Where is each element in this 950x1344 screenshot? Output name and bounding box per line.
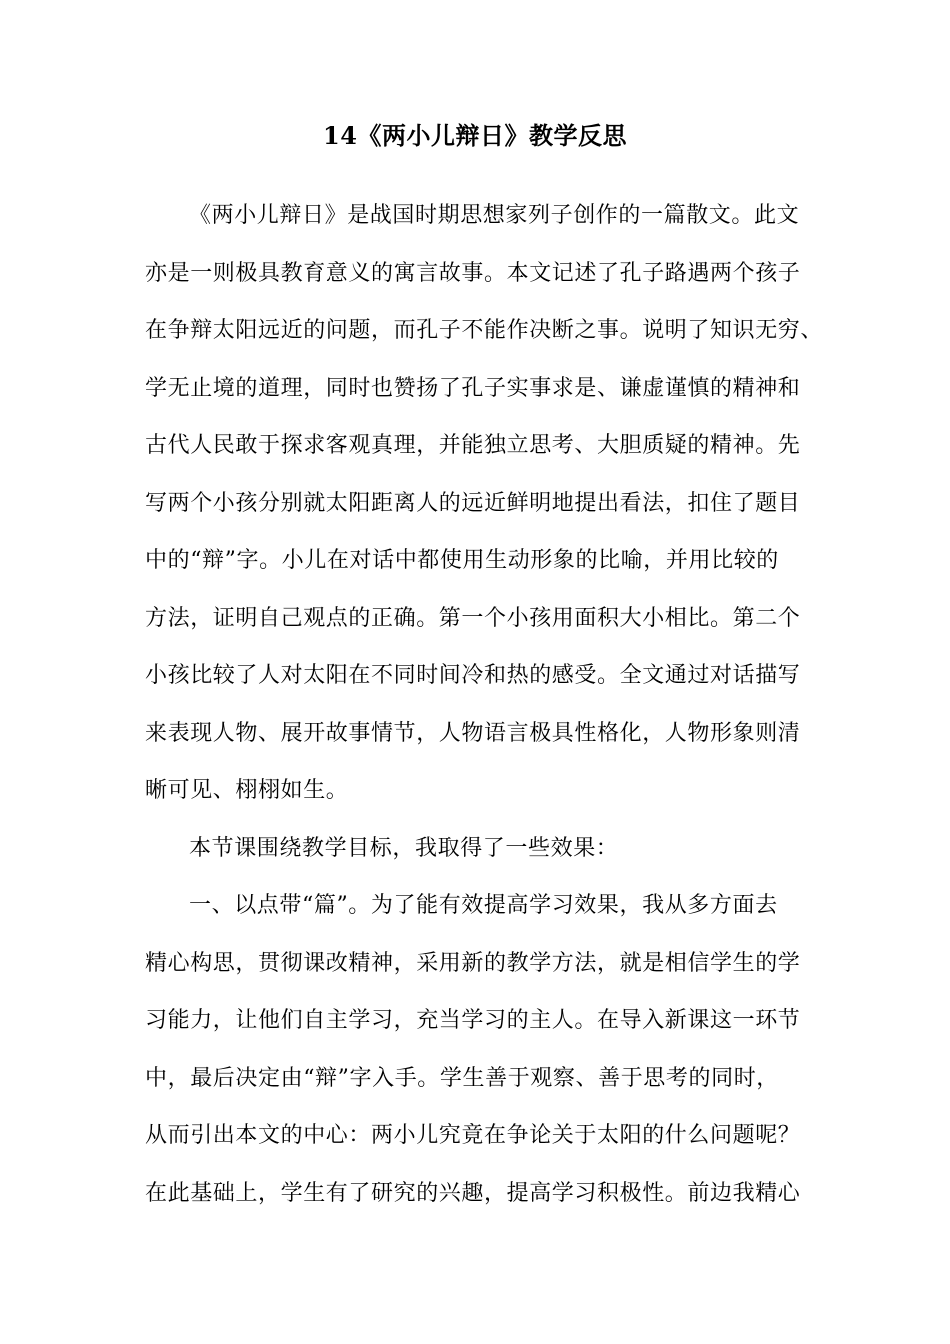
document-body	[145, 192, 824, 1227]
paragraph-line: 写两个小孩分别就太阳距离人的远近鲜明地提出看法，扣住了题目	[145, 490, 801, 516]
paragraph-line: 在争辩太阳远近的问题，而孔子不能作决断之事。说明了知识无穷、	[145, 318, 824, 343]
paragraph-line: 一、以点带“篇”。为了能有效提高学习效果，我从多方面去	[189, 893, 778, 918]
paragraph-line: 中的“辩”字。小儿在对话中都使用生动形象的比喻，并用比较的	[145, 548, 779, 573]
document-title: 14《两小儿辩日》教学反思	[323, 121, 627, 150]
paragraph-line: 亦是一则极具教育意义的寓言故事。本文记述了孔子路遇两个孩子	[145, 260, 801, 286]
paragraph-line: 本节课围绕教学目标，我取得了一些效果：	[189, 835, 619, 861]
paragraph-line: 在此基础上，学生有了研究的兴趣，提高学习积极性。前边我精心	[145, 1180, 801, 1206]
paragraph-line: 学无止境的道理，同时也赞扬了孔子实事求是、谦虚谨慎的精神和	[145, 375, 801, 401]
paragraph-line: 晰可见、栩栩如生。	[145, 778, 349, 803]
paragraph-line: 习能力，让他们自主学习，充当学习的主人。在导入新课这一环节	[145, 1008, 801, 1033]
paragraph-line: 《两小儿辩日》是战国时期思想家列子创作的一篇散文。此文	[189, 203, 800, 228]
paragraph-line: 来表现人物、展开故事情节，人物语言极具性格化，人物形象则清	[145, 720, 801, 746]
paragraph-line: 方法，证明自己观点的正确。第一个小孩用面积大小相比。第二个	[145, 605, 801, 631]
paragraph-line: 古代人民敢于探求客观真理，并能独立思考、大胆质疑的精神。先	[145, 433, 801, 458]
paragraph-line: 小孩比较了人对太阳在不同时间冷和热的感受。全文通过对话描写	[145, 663, 801, 688]
paragraph-line: 中，最后决定由“辩”字入手。学生善于观察、善于思考的同时，	[145, 1065, 779, 1091]
paragraph-line: 精心构思，贯彻课改精神，采用新的教学方法，就是相信学生的学	[145, 950, 801, 976]
paragraph-line: 从而引出本文的中心：两小儿究竟在争论关于太阳的什么问题呢？	[145, 1123, 801, 1148]
